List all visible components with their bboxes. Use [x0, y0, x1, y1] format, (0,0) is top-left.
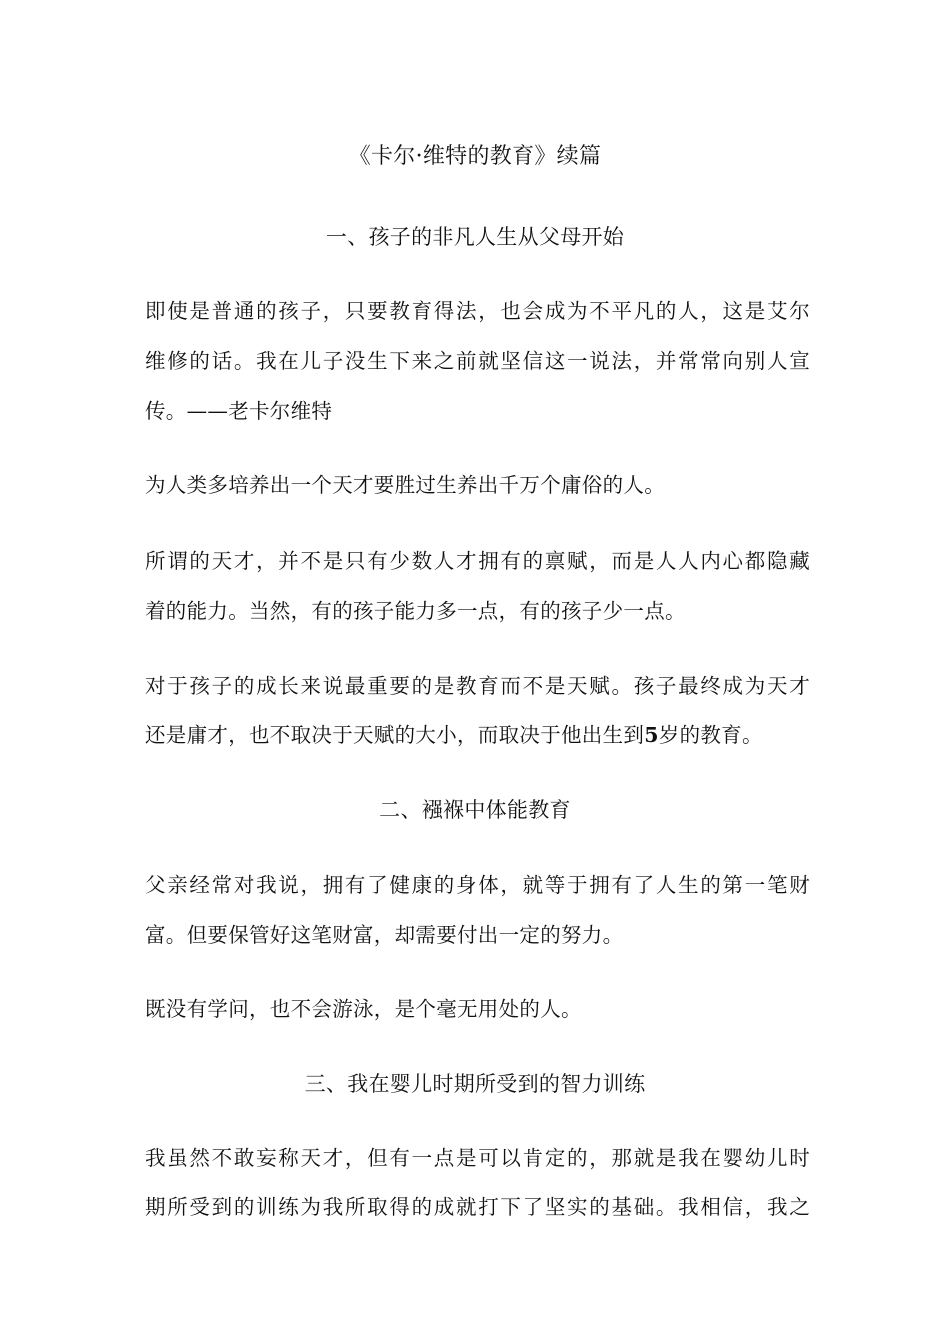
section-heading-2: 二、襁褓中体能教育 — [379, 798, 571, 822]
paragraph-line: 对于孩子的成长来说最重要的是教育而不是天赋。孩子最终成为天才 — [145, 674, 810, 698]
paragraph-line — [145, 720, 810, 750]
paragraph-line: 所谓的天才，并不是只有少数人才拥有的禀赋，而是人人内心都隐藏 — [145, 549, 810, 573]
section-heading-1: 一、孩子的非凡人生从父母开始 — [325, 225, 625, 249]
paragraph-line: 富。但要保管好这笔财富，却需要付出一定的努力。 — [145, 923, 624, 947]
paragraph-line: 维修的话。我在儿子没生下来之前就坚信这一说法，并常常向别人宣 — [145, 349, 810, 373]
section-heading-3: 三、我在婴儿时期所受到的智力训练 — [304, 1072, 646, 1096]
document-title: 《卡尔·维特的教育》续篇 — [348, 144, 602, 169]
paragraph-line: 期所受到的训练为我所取得的成就打下了坚实的基础。我相信，我之 — [145, 1195, 810, 1219]
paragraph-line: 着的能力。当然，有的孩子能力多一点，有的孩子少一点。 — [145, 599, 686, 623]
paragraph-text: 岁的教育。 — [658, 723, 763, 747]
age-number: 5 — [644, 723, 659, 747]
paragraph-line: 即使是普通的孩子，只要教育得法，也会成为不平凡的人，这是艾尔 — [145, 299, 810, 323]
paragraph-line: 传。——老卡尔维特 — [145, 399, 333, 423]
paragraph-line: 父亲经常对我说，拥有了健康的身体，就等于拥有了人生的第一笔财 — [145, 873, 810, 897]
paragraph-line: 既没有学问，也不会游泳，是个毫无用处的人。 — [145, 997, 582, 1021]
paragraph-line: 为人类多培养出一个天才要胜过生养出千万个庸俗的人。 — [145, 473, 665, 497]
paragraph-line: 我虽然不敢妄称天才，但有一点是可以肯定的，那就是我在婴幼儿时 — [145, 1146, 810, 1170]
paragraph-text: 还是庸才，也不取决于天赋的大小，而取决于他出生到 — [145, 723, 645, 747]
